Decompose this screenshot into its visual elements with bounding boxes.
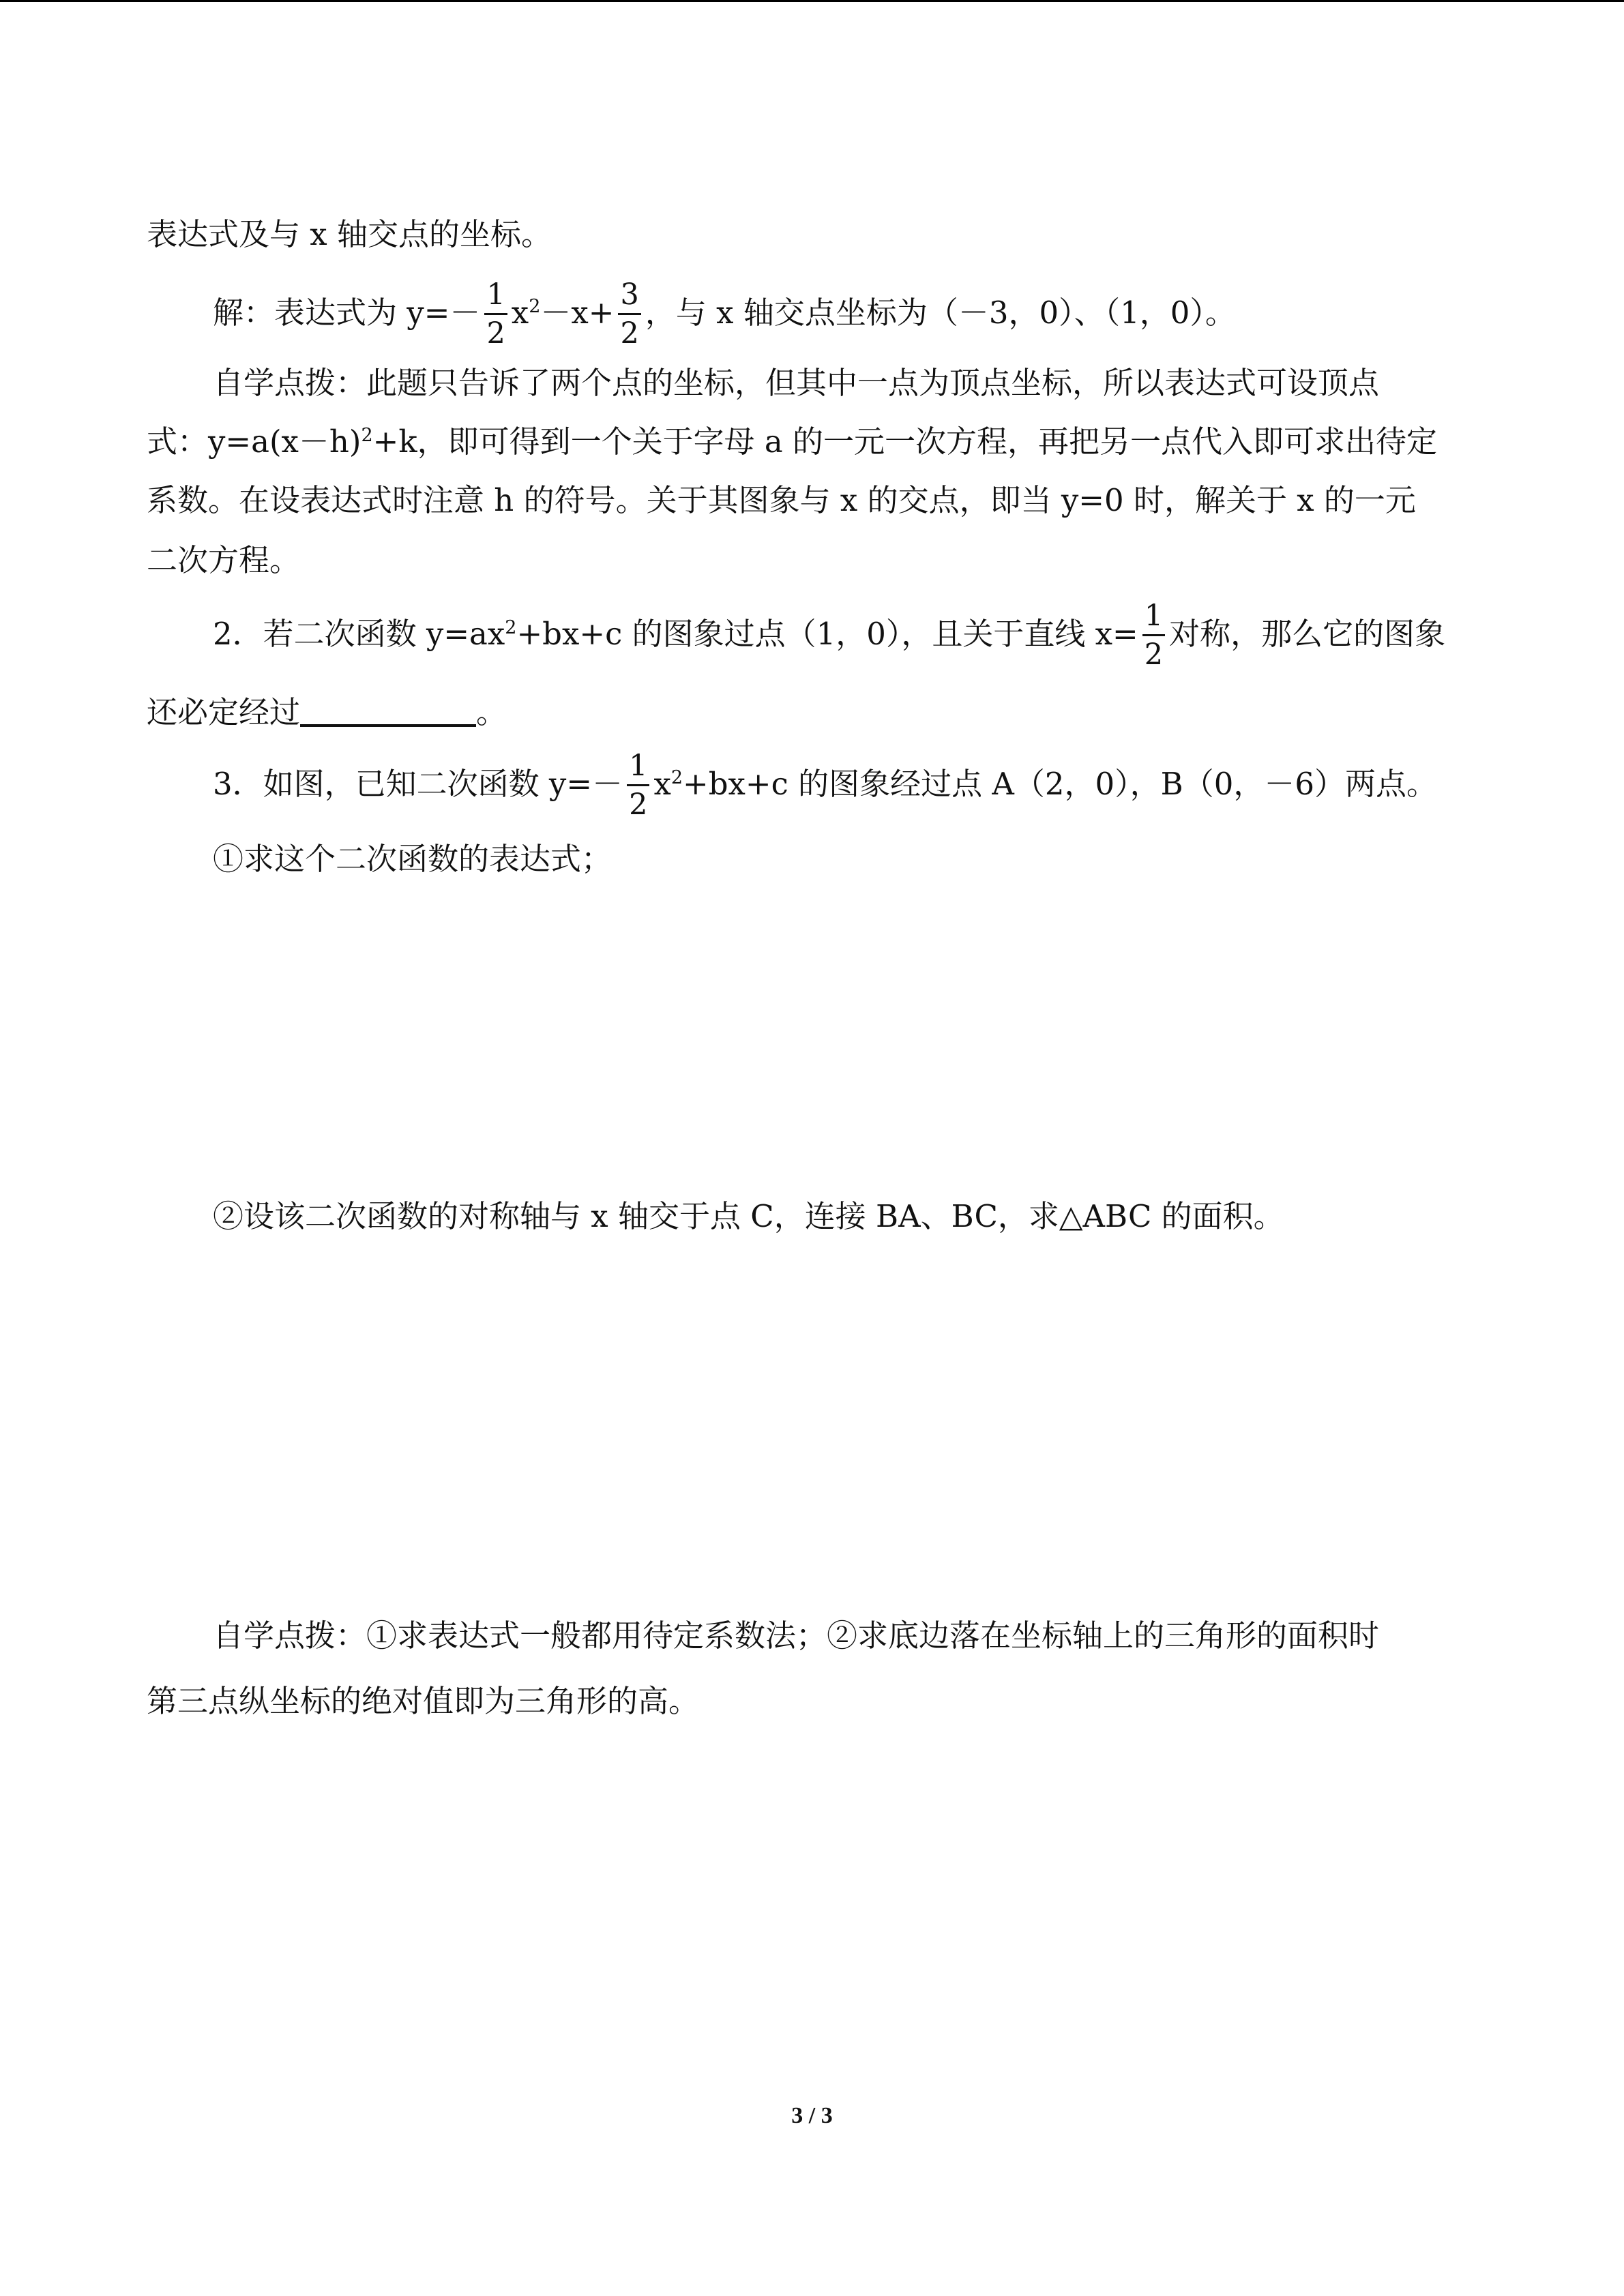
fraction-numerator: 1 [627, 747, 649, 786]
fraction-denominator: 2 [620, 316, 639, 351]
top-border [0, 0, 1624, 2]
question-text: +bx+c 的图象经过点 A（2，0），B（0，－6）两点。 [683, 766, 1438, 802]
paragraph-line: 表达式及与 x 轴交点的坐标。 [147, 216, 552, 252]
question-text: 还必定经过 [147, 694, 301, 730]
hint-text: 式：y=a(x－h) [147, 423, 361, 460]
page-number: 3 / 3 [791, 2103, 833, 2128]
fraction [1142, 597, 1165, 673]
question-text: 。 [476, 694, 507, 730]
question-text: 2．若二次函数 y=ax [213, 616, 505, 652]
question-text: 3．如图，已知二次函数 y=－ [213, 766, 623, 802]
question-2-line2 [147, 687, 507, 734]
question-3 [213, 749, 1437, 824]
solution-prefix: 解：表达式为 y=－ [213, 295, 481, 331]
fraction-denominator: 2 [629, 788, 648, 822]
hint-line: 二次方程。 [147, 542, 301, 578]
fraction [627, 747, 649, 823]
fraction [484, 276, 507, 352]
hint-line: 系数。在设表达式时注意 h 的符号。关于其图象与 x 的交点，即当 y=0 时，解关于 x 的一元 [147, 482, 1416, 518]
fraction-denominator: 2 [486, 316, 505, 351]
exponent: 2 [361, 425, 373, 446]
hint-line: 自学点拨：①求表达式一般都用待定系数法；②求底边落在坐标轴上的三角形的面积时 [213, 1617, 1380, 1654]
question-3-part-1: ①求这个二次函数的表达式； [213, 841, 612, 877]
question-3-part-2: ②设该二次函数的对称轴与 x 轴交于点 C，连接 BA、BC，求△ABC 的面积。 [213, 1198, 1284, 1234]
hint-line: 自学点拨：此题只告诉了两个点的坐标，但其中一点为顶点坐标，所以表达式可设顶点 [213, 365, 1380, 401]
fraction-denominator: 2 [1144, 638, 1164, 672]
answer-blank[interactable] [300, 691, 476, 727]
fraction [618, 276, 640, 352]
solution-term: x [511, 295, 529, 331]
solution-term: －x+ [540, 295, 615, 331]
question-text: 对称，那么它的图象 [1169, 616, 1446, 652]
fraction-numerator: 3 [618, 276, 640, 315]
question-text: +bx+c 的图象过点（1，0），且关于直线 x= [516, 616, 1138, 652]
hint-line [147, 420, 1437, 464]
question-2 [213, 599, 1445, 674]
solution-line [213, 278, 1236, 353]
exponent: 2 [505, 617, 517, 638]
fraction-numerator: 1 [1142, 597, 1165, 636]
hint-line: 第三点纵坐标的绝对值即为三角形的高。 [147, 1683, 700, 1719]
question-text: x [653, 766, 671, 802]
fraction-numerator: 1 [484, 276, 507, 315]
exponent: 2 [670, 767, 683, 788]
exponent: 2 [529, 296, 541, 317]
hint-text: +k，即可得到一个关于字母 a 的一元一次方程，再把另一点代入即可求出待定 [372, 423, 1438, 460]
solution-suffix: ，与 x 轴交点坐标为（－3，0）、（1，0）。 [645, 295, 1236, 331]
